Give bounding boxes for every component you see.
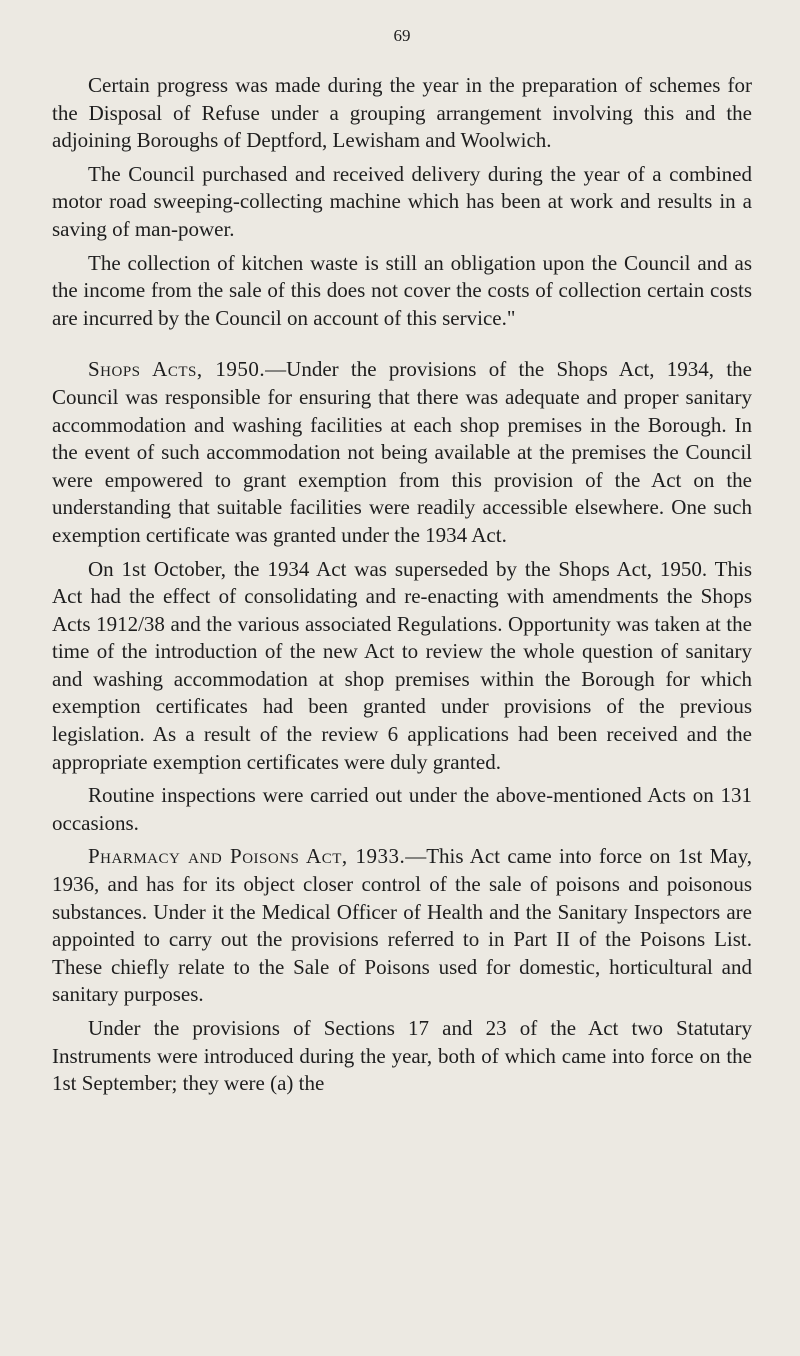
- paragraph-road-sweeping-machine: [52, 161, 752, 244]
- paragraph-shops-act-1950: [52, 556, 752, 777]
- page-number: 69: [393, 26, 411, 45]
- paragraph-shops-acts: [52, 356, 752, 549]
- paragraph-text: The Council purchased and received delivery during the year of a combined motor road sweeping-collecting machine which has been at work and results in a saving of man-power.: [52, 161, 752, 241]
- paragraph-refuse-disposal: [52, 72, 752, 155]
- paragraph-text: —This Act came into force on 1st May, 1936, and has for its object closer control of the sale of poisons and poisonous substances. Under it the Medical Officer of Health and the Sanitary Inspectors are appointed to carry out the provisions referred to in Part II of the Poisons List. These chiefly relate to the Sale of Poisons used for domestic, horticultural and sanitary purposes.: [52, 844, 752, 1007]
- paragraph-kitchen-waste: [52, 250, 752, 333]
- paragraph-routine-inspections: [52, 782, 752, 837]
- paragraph-text: The collection of kitchen waste is still an obligation upon the Council and as the income from the sale of this does not cover the costs of collection certain costs are incurred by the Council on account of this service.": [52, 250, 752, 330]
- paragraph-text: —Under the provisions of the Shops Act, 1934, the Council was responsible for ensuring that there was adequate and proper sanitary accommodation and washing facilities at each shop premises in the Borough. In the event of such accommodation not being available at the premises the Council were empowered to grant exemption from this provision of the Act on the understanding that suitable facilities were readily accessible elsewhere. One such exemption certificate was granted under the 1934 Act.: [52, 357, 753, 547]
- paragraph-pharmacy-poisons-act: [52, 843, 752, 1009]
- paragraph-statutory-instruments: [52, 1015, 752, 1098]
- paragraph-text: Under the provisions of Sections 17 and 23 of the Act two Statutary Instruments were introduced during the year, both of which came into force on the 1st September; they were (a) the: [52, 1016, 752, 1096]
- section-heading-pharmacy-poisons: Pharmacy and Poisons Act, 1933.: [88, 844, 406, 869]
- section-heading-shops-acts: Shops Acts, 1950.: [88, 357, 266, 382]
- paragraph-text: Certain progress was made during the year in the preparation of schemes for the Disposal of Refuse under a grouping arrangement involving this and the adjoining Boroughs of Deptford, Lewisham and Woolwich.: [52, 73, 752, 153]
- paragraph-text: On 1st October, the 1934 Act was superseded by the Shops Act, 1950. This Act had the effect of consolidating and re-enacting with amendments the Shops Acts 1912/38 and the various associated Regulations. Opportunity was taken at the time of the introduction of the new Act to review the whole question of sanitary and washing accommodation at shop premises within the Borough for which exemption certificates had been granted under provisions of the previous legislation. As a result of the review 6 applications had been received and the appropriate exemption certificates were duly granted.: [52, 556, 752, 774]
- paragraph-text: Routine inspections were carried out under the above-mentioned Acts on 131 occasions.: [52, 783, 752, 835]
